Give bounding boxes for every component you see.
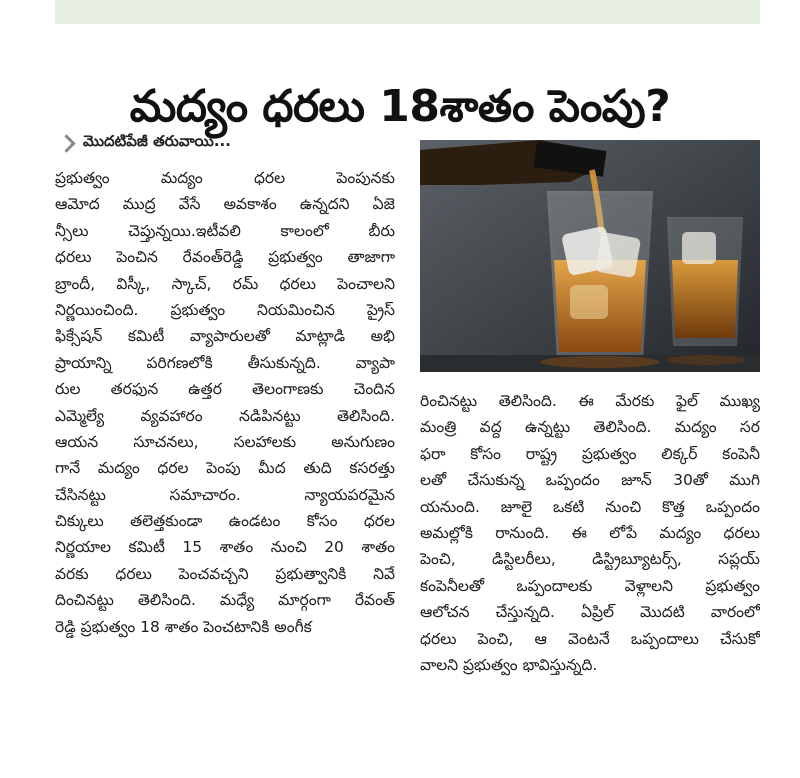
whisky-glass-photo — [420, 140, 760, 372]
article-column-left — [55, 165, 395, 640]
article-text-line: న్సీలు చెప్తున్నయి.ఇటీవలి కాలంలో బీరు — [55, 221, 395, 240]
article-text-line: ఆలోచన చేస్తున్నది. ఏప్రిల్ మొదటి వారంలో — [420, 603, 760, 622]
article-text-line: మంత్రి వద్ద ఉన్నట్టు తెలిసింది. మద్యం సర — [420, 418, 760, 437]
article-text-line: కంపెనీలతో ఒప్పందాలకు వెళ్లాలని ప్రభుత్వం — [420, 576, 760, 595]
article-text-line: ఆయన సూచనలు, సలహాలకు అనుగుణం — [55, 432, 395, 451]
article-text-line: యనుంది. జూలై ఒకటి నుంచి కొత్త ఒప్పందం — [420, 497, 760, 516]
article-text-line: వరకు ధరలు పెంచవచ్చని ప్రభుత్వానికి నివే — [55, 564, 395, 583]
previous-article-strip — [55, 0, 760, 24]
article-text-line: ఎమ్మెల్యే వ్యవహారం నడిపినట్టు తెలిసింది. — [55, 406, 395, 425]
article-text-line: రెడ్డి ప్రభుత్వం 18 శాతం పెంచటానికి అంగీక — [55, 617, 312, 636]
article-text-line: ధరలు పెంచి, ఆ వెంటనే ఒప్పందాలు చేసుకో — [420, 629, 760, 648]
article-text-line: దించినట్టు తెలిసింది. మధ్యే మార్గంగా రేవంత్ — [55, 591, 395, 610]
article-text-line: గానే మద్యం ధరల పెంపు మీద తుది కసరత్తు — [55, 459, 395, 478]
chevron-right-icon — [57, 134, 75, 152]
article-text-line: నిర్ణయాల కమిటీ 15 శాతం నుంచి 20 శాతం — [55, 538, 395, 557]
article-text-line: ధరలు పెంచిన రేవంత్‌రెడ్డి ప్రభుత్వం తాజాగా — [55, 248, 395, 267]
article-text-line: అమల్లోకి రానుంది. ఈ లోపే మద్యం ధరలు — [420, 523, 760, 542]
article-text-line: చేసినట్టు సమాచారం. న్యాయపరమైన — [55, 485, 395, 504]
article-text-line: నిర్ణయించింది. ప్రభుత్వం నియమించిన ప్రైస్ — [55, 300, 395, 319]
article-text-line: పెంచి, డిస్టిలరీలు, డిస్ట్రిబ్యూటర్స్, సప్లయ్ — [420, 550, 760, 569]
continuation-marker — [58, 130, 231, 156]
article-headline: మద్యం ధరలు 18శాతం పెంపు? — [129, 81, 671, 133]
whisky-glass-pour-photo-icon — [420, 140, 760, 372]
article-text-line: ప్రాయాన్ని పరిగణలోకి తీసుకున్నది. వ్యాపా — [55, 353, 395, 372]
article-text-line: ఆమోద ముద్ర వేసే అవకాశం ఉన్నదని ఏజె — [55, 195, 395, 214]
article-text-line: లతో చేసుకున్న ఒప్పందం జూన్ 30తో ముగి — [420, 471, 760, 490]
article-column-right — [420, 388, 760, 678]
continuation-label: మొదటిపేజీ తరువాయి... — [83, 132, 231, 150]
article-text-line: వాలని ప్రభుత్వం భావిస్తున్నది. — [420, 655, 598, 674]
article-text-line: ప్రభుత్వం మద్యం ధరల పెంపునకు — [55, 169, 395, 187]
article-text-line: రించినట్టు తెలిసింది. ఈ మేరకు ఫైల్ ముఖ్య — [420, 392, 760, 410]
article-text-line: బ్రాందీ, విస్కీ, స్కాచ్, రమ్ ధరలు పెంచాలని — [55, 274, 395, 293]
article-text-line: ఫరా కోసం రాష్ట్ర ప్రభుత్వం లిక్కర్ కంపెనీ — [420, 444, 760, 463]
article-text-line: రుల తరఫున ఉత్తర తెలంగాణకు చెందిన — [55, 380, 395, 399]
article-text-line: ఫిక్సేషన్ కమిటీ వ్యాపారులతో మాట్లాడి అభి — [55, 327, 395, 346]
article-text-line: చిక్కులు తలెత్తకుండా ఉండటం కోసం ధరల — [55, 512, 395, 531]
